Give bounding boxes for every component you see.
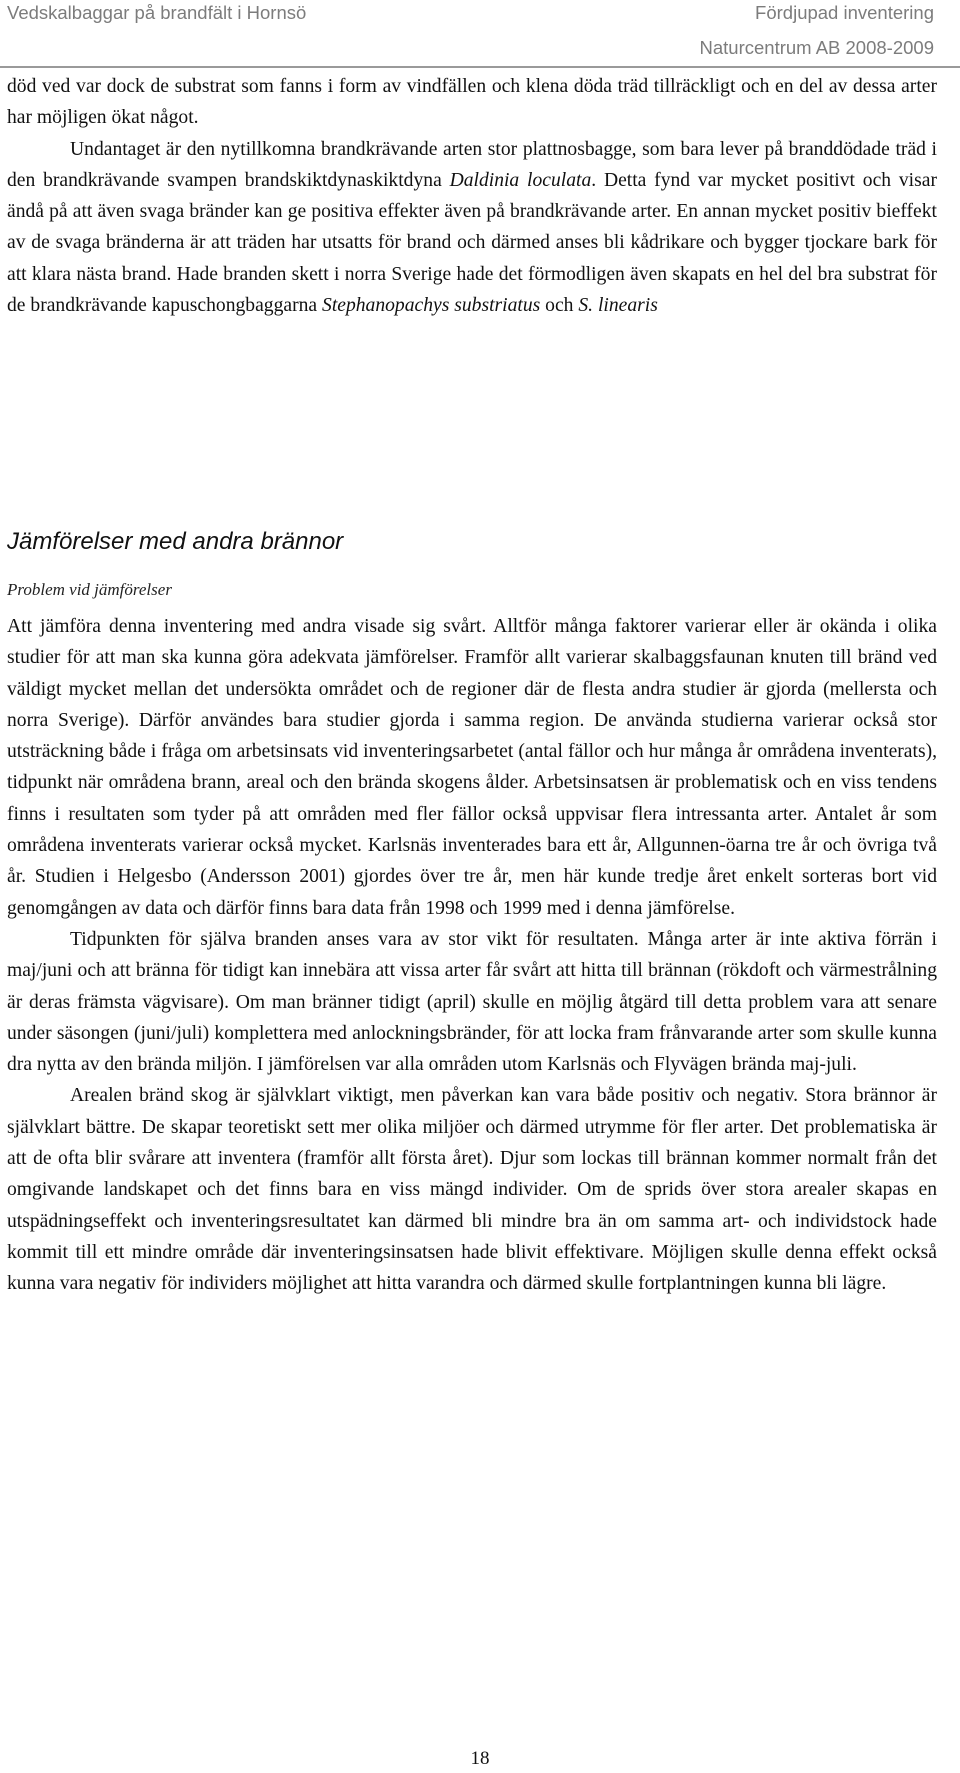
intro-paragraph-2 [7, 134, 937, 322]
header-report-type: Fördjupad inventering [755, 2, 934, 23]
body-text [7, 611, 937, 1300]
header-document-title: Vedskalbaggar på brandfält i Hornsö [7, 2, 307, 23]
body-paragraph-3: Arealen bränd skog är självklart viktigt, men påverkan kan vara både positiv och negativ. Stora brännor är självklart bättre. De skapar teoretiskt sett mer olika miljöer och därmed utrymme för fler arter. Det problematiska är att de ofta blir svårare att inventera (framför allt första året). Djur som lockas till brännan kommer normalt från det omgivande landskapet och det finns bara en viss mängd individer. Om de sprids över stora arealer skapas en utspädningseffekt och inventeringsresultatet kan därmed bli mindre bra än om samma art- och individstock hade kommit till ett mindre område där inventeringsinsatsen hade blivit effektivare. Möjligen skulle denna effekt också kunna vara negativ för individers möjlighet att hitta varandra och därmed skulle fortplantningen kunna bli lägre. [7, 1085, 937, 1295]
page-number: 18 [470, 1748, 490, 1769]
species-linearis: S. linearis [578, 295, 658, 317]
intro-paragraph-1: död ved var dock de substrat som fanns i form av vindfällen och klena döda träd tillräckligt och en del av dessa arter har möjligen ökat något. [7, 76, 937, 129]
body-paragraph-2: Tidpunkten för själva branden anses vara av stor vikt för resultaten. Många arter är inte aktiva förrän i maj/juni och att bränna för tidigt kan innebära att vissa arter får svårt att hitta till brännan (rökdoft och värmestrålning är deras främsta vägvisare). Om man bränner tidigt (april) skulle en möjlig åtgärd till detta problem vara att senare under säsongen (juni/juli) komplettera med anlockningsbränder, för att locka fram frånvarande arter som skulle kunna dra nytta av den brända miljön. I jämförelsen var alla områden utom Karlsnäs och Flyvägen brända maj-juli. [7, 928, 937, 1076]
species-daldinia: Daldinia loculata [449, 169, 592, 191]
section-heading: Jämförelser med andra brännor [7, 528, 344, 555]
species-stephanopachys: Stephanopachys substriatus [322, 295, 541, 317]
intro-paragraph-2-part-a: Undantaget är den nytillkomna brandkrävande arten stor plattnosbagge, som bara lever på branddödade träd i den brandkrävande svampen brandskiktdynaskiktdyna [7, 138, 937, 191]
header-organization: Naturcentrum AB 2008-2009 [699, 37, 934, 58]
page-header [0, 0, 960, 66]
body-paragraph-1: Att jämföra denna inventering med andra visade sig svårt. Alltför många faktorer varierar eller är okända i olika studier för att man ska kunna göra adekvata jämförelser. Framför allt varierar skalbaggsfaunan knuten till bränd ved väldigt mycket mellan det undersökta området och de regioner där de flesta andra studier är gjorda (mellersta och norra Sverige). Därför användes bara studier gjorda i samma region. De använda studierna varierar också stor utsträckning både i fråga om arbetsinsats vid inventeringsarbetet (antal fällor och hur många år områdena inventerats), tidpunkt när områdena brann, areal och den brända skogens ålder. Arbetsinsatsen är problematisk och en viss tendens finns i resultaten som tyder på att områden med fler fällor också uppvisar flera intressanta arter. Antalet år som områdena inventerats varierar också mycket. Karlsnäs inventerades bara ett år, Allgunnen-öarna tre år och övriga två år. Studien i Helgesbo (Andersson 2001) gjordes över tre år, men här kunde tredje året enkelt sorteras bort vid genomgången av data och därför finns bara data från 1998 och 1999 med i denna jämförelse. [7, 616, 937, 919]
header-divider [0, 66, 960, 68]
intro-paragraph-2-part-b: . Detta fynd var mycket positivt och visar ändå på att även svaga bränder kan ge positiva effekter även på brandkrävande arter. En annan mycket positiv bieffekt av de svaga bränderna är att träden har utsatts för brand och därmed anses bli kådrikare och bygger tjockare bark för att klara nästa brand. Hade branden skett i norra Sverige hade det förmodligen även skapats en hel del bra substrat för de brandkrävande kapuschongbaggarna [7, 169, 937, 317]
intro-text [7, 71, 937, 321]
section-subheading: Problem vid jämförelser [7, 580, 172, 599]
intro-paragraph-2-och: och [540, 295, 579, 317]
